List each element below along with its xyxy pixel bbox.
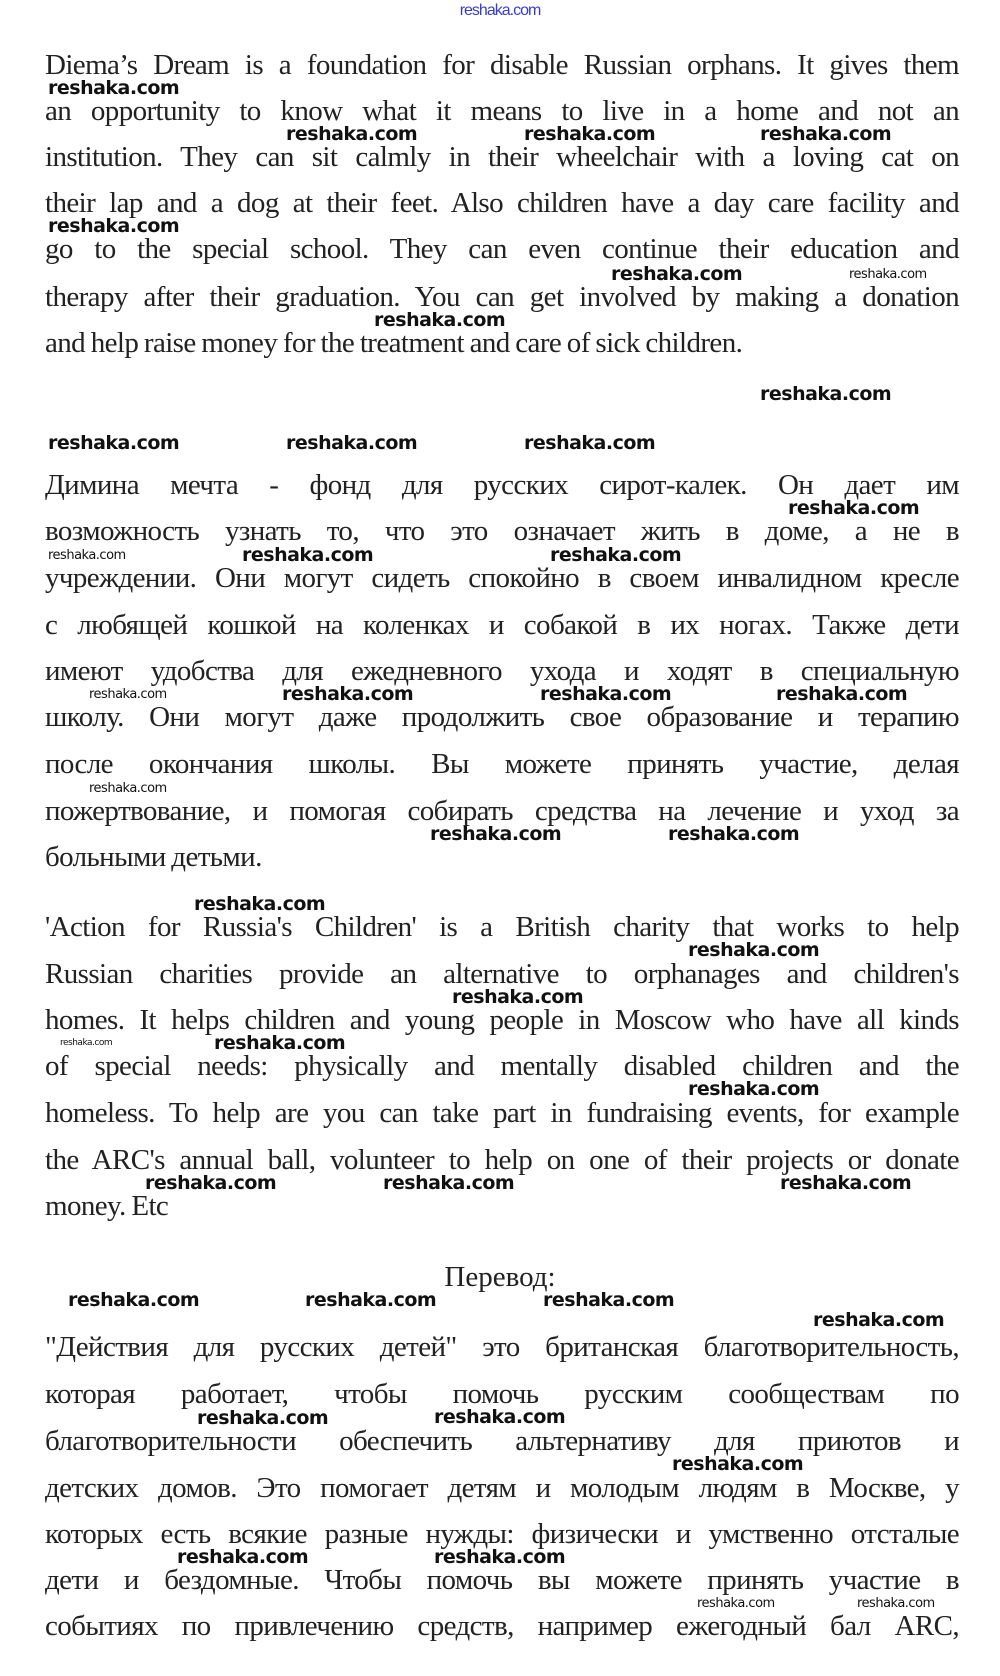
text-line: 'Action for Russia's Children' is a British charity that works to help <box>45 911 959 943</box>
header-watermark: reshaka.com <box>459 2 541 19</box>
watermark: reshaka.com <box>688 1077 820 1100</box>
watermark: reshaka.com <box>760 122 892 145</box>
text-line: Димина мечта - фонд для русских сирот-калек. Он дает им <box>45 469 959 501</box>
watermark: reshaka.com <box>543 1288 675 1311</box>
watermark: reshaka.com <box>177 1545 309 1568</box>
text-line: детских домов. Это помогает детям и молодым людям в Москве, у <box>45 1472 959 1504</box>
watermark: reshaka.com <box>89 780 167 796</box>
text-line: школу. Они могут даже продолжить свое образование и терапию <box>45 701 959 733</box>
text-line: of special needs: physically and mentally disabled children and the <box>45 1050 959 1082</box>
text-line: имеют удобства для ежедневного ухода и ходят в специальную <box>45 655 959 687</box>
watermark: reshaka.com <box>145 1171 277 1194</box>
watermark: reshaka.com <box>688 938 820 961</box>
text-line: the ARC's annual ball, volunteer to help on one of their projects or donate <box>45 1144 959 1176</box>
text-line: an opportunity to know what it means to live in a home and not an <box>45 95 959 127</box>
watermark: reshaka.com <box>611 262 743 285</box>
text-line: которая работает, чтобы помочь русским сообществам по <box>45 1378 959 1410</box>
watermark: reshaka.com <box>282 682 414 705</box>
watermark: reshaka.com <box>849 266 927 282</box>
text-line: Diema’s Dream is a foundation for disable Russian orphans. It gives them <box>45 49 959 81</box>
watermark: reshaka.com <box>524 122 656 145</box>
watermark: reshaka.com <box>668 822 800 845</box>
watermark: reshaka.com <box>813 1308 945 1331</box>
text-line: с любящей кошкой на коленках и собакой в их ногах. Также дети <box>45 609 959 641</box>
watermark: reshaka.com <box>286 122 418 145</box>
watermark: reshaka.com <box>60 1037 113 1048</box>
text-line: institution. They can sit calmly in their wheelchair with a loving cat on <box>45 141 959 173</box>
watermark: reshaka.com <box>68 1288 200 1311</box>
text-line: Russian charities provide an alternative to orphanages and children's <box>45 958 959 990</box>
text-line: после окончания школы. Вы можете принять участие, делая <box>45 748 959 780</box>
text-line: therapy after their graduation. You can get involved by making a donation <box>45 281 959 313</box>
watermark: reshaka.com <box>672 1452 804 1475</box>
text-line: дети и бездомные. Чтобы помочь вы можете принять участие в <box>45 1564 959 1596</box>
watermark: reshaka.com <box>760 383 892 405</box>
text-line: пожертвование, и помогая собирать средства на лечение и уход за <box>45 795 959 827</box>
watermark: reshaka.com <box>48 214 180 237</box>
watermark: reshaka.com <box>197 1406 329 1429</box>
watermark: reshaka.com <box>540 682 672 705</box>
watermark: reshaka.com <box>374 308 506 331</box>
watermark: reshaka.com <box>452 985 584 1008</box>
watermark: reshaka.com <box>434 1545 566 1568</box>
watermark: reshaka.com <box>383 1171 515 1194</box>
watermark: reshaka.com <box>48 431 180 454</box>
watermark: reshaka.com <box>214 1031 346 1054</box>
text-line: благотворительности обеспечить альтернативу для приютов и <box>45 1425 959 1457</box>
watermark: reshaka.com <box>89 686 167 702</box>
watermark: reshaka.com <box>776 682 908 705</box>
text-line: событиях по привлечению средств, например ежегодный бал ARC, <box>45 1610 959 1642</box>
text-line: and help raise money for the treatment and care of sick children. <box>45 327 743 359</box>
watermark: reshaka.com <box>305 1288 437 1311</box>
text-line: учреждении. Они могут сидеть спокойно в своем инвалидном кресле <box>45 562 959 594</box>
watermark: reshaka.com <box>286 431 418 454</box>
watermark: reshaka.com <box>48 76 180 99</box>
watermark: reshaka.com <box>550 543 682 566</box>
watermark: reshaka.com <box>434 1405 566 1428</box>
text-line: homes. It helps children and young people in Moscow who have all kinds <box>45 1004 959 1036</box>
watermark: reshaka.com <box>780 1171 912 1194</box>
watermark: reshaka.com <box>788 496 920 519</box>
text-line: "Действия для русских детей" это британская благотворительность, <box>45 1331 959 1363</box>
watermark: reshaka.com <box>857 1595 935 1611</box>
watermark: reshaka.com <box>697 1595 775 1611</box>
watermark: reshaka.com <box>194 892 326 915</box>
watermark: reshaka.com <box>48 547 126 563</box>
text-line: go to the special school. They can even continue their education and <box>45 233 959 265</box>
text-line: money. Etc <box>45 1190 169 1222</box>
text-line: their lap and a dog at their feet. Also children have a day care facility and <box>45 187 959 219</box>
watermark: reshaka.com <box>430 822 562 845</box>
text-line: возможность узнать то, что это означает жить в доме, а не в <box>45 515 959 547</box>
text-line: homeless. To help are you can take part in fundraising events, for example <box>45 1097 959 1129</box>
text-line: больными детьми. <box>45 841 262 873</box>
watermark: reshaka.com <box>242 543 374 566</box>
watermark: reshaka.com <box>524 431 656 454</box>
translation-heading: Перевод: <box>444 1261 556 1293</box>
text-line: которых есть всякие разные нужды: физически и умственно отсталые <box>45 1518 959 1550</box>
